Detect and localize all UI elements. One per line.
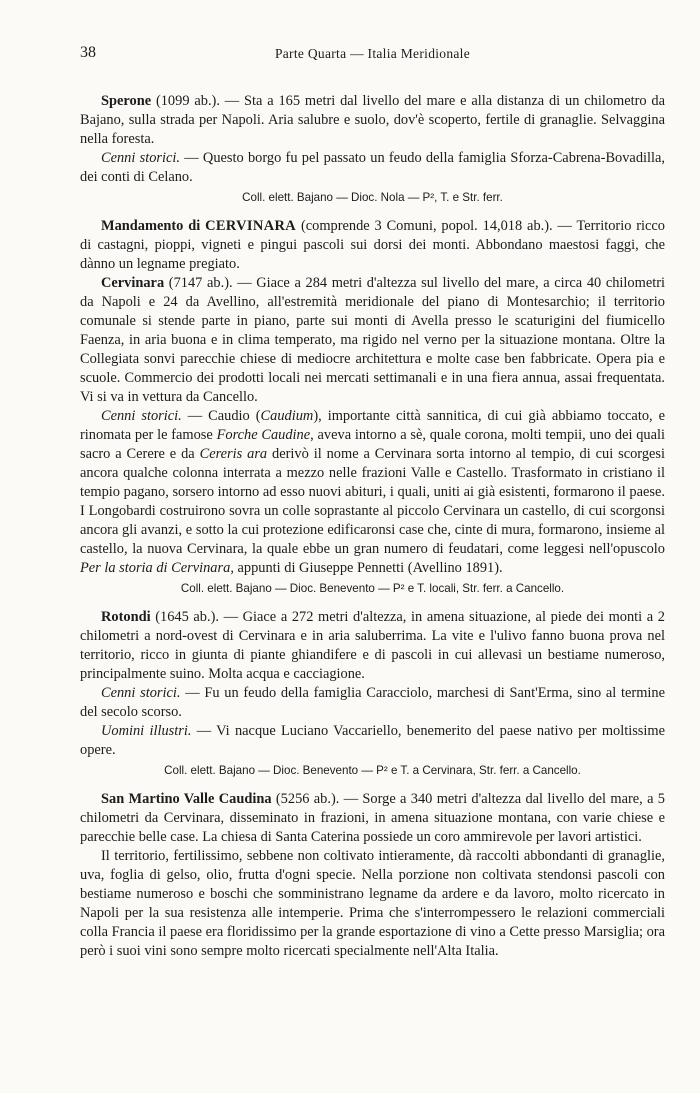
section-text: — Fu un feudo della famiglia Caracciolo, marchesi di Sant'Erma, sino al termine del secolo scorso. (80, 685, 665, 720)
section-text: — Questo borgo fu pel passato un feudo della famiglia Sforza-Cabrena-Bovadilla, dei conti di Celano. (80, 150, 665, 185)
entry-text: (comprende 3 Comuni, popol. 14,018 ab.). — Territorio ricco di castagni, pioppi, vigneti e pingui pascoli sui dorsi dei monti. Abbondano maestosi faggi, che dànno un legname pregiato. (80, 218, 665, 272)
sperone-collegio-info: Coll. elett. Bajano — Dioc. Nola — P², T. e Str. ferr. (242, 191, 503, 204)
rotondi-collegio-info: Coll. elett. Bajano — Dioc. Benevento — P² e T. a Cervinara, Str. ferr. a Cancello. (164, 764, 581, 777)
page-number: 38 (80, 44, 96, 61)
entry-rotondi (80, 608, 665, 684)
entry-text: (7147 ab.). — Giace a 284 metri d'altezza sul livello del mare, a circa 40 chilometri da Napoli e 24 da Avellino, all'estremità meridionale del piano di Montesarchio; il territorio comunale si stende parte in piano, parte sui monti di Avella presso le scaturigini del fiumicello Faenza, in aria buona e in clima temperato, ma rigido nel verno per la situazione montana. Oltre la Collegiata sonvi parecchie chiese di mediocre architettura e molte case ben fabbricate. Opera pia e scuole. Commercio dei prodotti locali nei mercati settimanali e in una fiera annua, assai frequentata. Vi si va in vettura da Cancello. (80, 275, 665, 405)
section-label: Cenni storici. (101, 685, 181, 701)
entry-sperone (80, 92, 665, 149)
italic-term: Caudium (260, 408, 314, 424)
section-text: , aveva intorno a sè, quale corona, molti tempii, uno dei quali sacro a Cerere e da (80, 427, 666, 462)
cervinara-collegio-info: Coll. elett. Bajano — Dioc. Benevento — P² e T. locali, Str. ferr. a Cancello. (180, 582, 565, 595)
page-header (80, 44, 665, 66)
entry-title: Rotondi (101, 609, 151, 625)
entry-text: (1645 ab.). — Giace a 272 metri d'altezza, in amena situazione, al piede dei monti a 2 chilometri a nord-ovest di Cervinara e in aria saluberrima. La vite e l'ulivo fanno buona prova nel territorio, ricco in giunta di piante ghiandifere e di pascoli in cui allevasi un bestiame numeroso, principalmente suino. Molta acqua e cacciagione. (80, 609, 665, 682)
mandamento-name: CERVINARA (205, 218, 297, 234)
sperone-cenni-storici (80, 149, 665, 187)
entry-text: (5256 ab.). — Sorge a 340 metri d'altezza dal livello del mare, a 5 chilometri da Cervinara, disseminato in frazioni, in amena situazione montana, con varie chiese e parecchie belle case. La chiesa di Santa Caterina possiede un coro ammirevole per lavori artistici. (80, 791, 665, 845)
section-text: , appunti di Giuseppe Pennetti (Avellino 1891). (230, 560, 503, 576)
section-text: derivò il nome a Cervinara sorta intorno al tempio, di cui scorgesi ancora qualche colonna interrata a mezzo nelle frazioni Valle e Castello. Trasformato in cristiano il tempio pagano, sorsero intorno ad esso nuovi abituri, i quali, uniti ai già esistenti, formarono il paese. I Longobardi costruirono sovra un colle soprastante al piccolo Cervinara un castello, di cui scorgonsi ancora gli avanzi, e sotto la cui protezione edificaronsi case che, cinte di mura, formarono, insieme al castello, la nuova Cervinara, la quale ebbe un gran numero di feudatari, come leggesi nell'opuscolo (80, 446, 665, 557)
italic-title: Per la storia di Cervinara (80, 560, 231, 576)
italic-term: Cereris ara (199, 446, 268, 462)
page-body (80, 92, 665, 961)
italic-term: Forche Caudine (216, 427, 311, 443)
entry-text: (1099 ab.). — Sta a 165 metri dal livello del mare e alla distanza di un chilometro da Bajano, sulla strada per Napoli. Aria salubre e suolo, dov'è scoperto, fertile di granaglie. Selvaggina nella foresta. (80, 93, 665, 147)
running-title: Parte Quarta — Italia Meridionale (274, 46, 471, 61)
entry-cervinara (80, 274, 665, 407)
section-label: Cenni storici. (101, 150, 181, 166)
cervinara-cenni-storici (80, 407, 665, 578)
entry-title: San Martino Valle Caudina (101, 791, 272, 807)
section-text: ), importante città sannitica, di cui già abbiamo toccato, e rinomata per le famose (80, 408, 666, 443)
entry-san-martino (80, 790, 665, 847)
entry-title: Sperone (101, 93, 152, 109)
section-label: Cenni storici. (101, 408, 182, 424)
rotondi-uomini-illustri (80, 722, 665, 760)
mandamento-prefix: Mandamento di (101, 218, 206, 234)
section-text: — Caudio ( (181, 408, 261, 424)
rotondi-cenni-storici (80, 684, 665, 722)
entry-title: Cervinara (101, 275, 165, 291)
section-label: Uomini illustri. (101, 723, 192, 739)
san-martino-territorio: Il territorio, fertilissimo, sebbene non coltivato intieramente, dà raccolti abbondanti di granaglie, uva, foglia di gelso, olio, frutta d'ogni specie. Nella porzione non coltivata stendonsi pascoli con bestiame numeroso e boschi che somministrano legname da ardere e da lavoro, molto ricercato in Napoli per la sua resistenza alle intemperie. Prima che s'interrompessero le relazioni commerciali colla Francia il paese era floridissimo per la grande esportazione di vino a Cette presso Marsiglia; ora però i suoi vini sono sempre molto ricercati specialmente nell'Alta Italia. (80, 848, 665, 959)
section-text: — Vi nacque Luciano Vaccariello, benemerito del paese nativo per moltissime opere. (80, 723, 665, 758)
mandamento-cervinara (80, 217, 665, 274)
